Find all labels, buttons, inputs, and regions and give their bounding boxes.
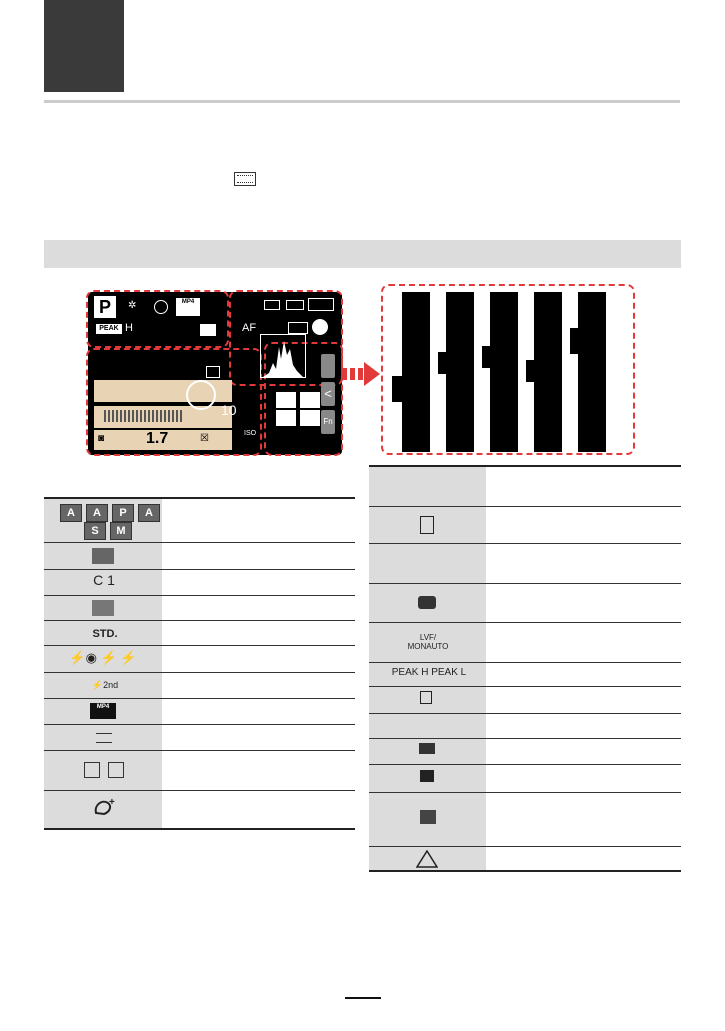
row-divider (369, 583, 681, 584)
chapter-tab (44, 0, 124, 92)
tab-strip-wifi (446, 292, 474, 452)
tab-handle-5[interactable] (570, 328, 580, 354)
stabilizer-icon (154, 300, 168, 314)
right-table-bottom (369, 870, 681, 872)
timer-seconds: 10 (221, 402, 237, 418)
row-divider (44, 595, 355, 596)
stamp-icon (420, 770, 434, 782)
flash-2nd-icon: ⚡2nd (91, 680, 119, 690)
header-rule (44, 100, 680, 103)
picture-size-icon-1 (84, 762, 100, 778)
touch-zoom-button[interactable] (300, 392, 320, 408)
iso-label: ISO (244, 430, 257, 437)
af-icon: AF (242, 322, 257, 334)
camera-screen (88, 292, 342, 455)
row-divider (369, 713, 681, 714)
mp4-fhd-icon: MP4 (90, 703, 116, 719)
row-divider (369, 622, 681, 623)
rec-dot-icon (312, 319, 328, 335)
tab-strip-zoom (402, 292, 430, 452)
arrow-icon (342, 362, 382, 386)
mode-icons (58, 503, 162, 522)
touch-tab-arrow[interactable]: < (321, 382, 335, 406)
tab-handle-4[interactable] (526, 360, 536, 382)
row-divider (44, 672, 355, 673)
row-divider (44, 645, 355, 646)
audio-level (104, 410, 182, 422)
intelligent-auto-icon: A (60, 504, 82, 522)
touch-exposure-button[interactable] (300, 410, 320, 426)
tab-handle[interactable] (392, 376, 404, 402)
svg-text:+: + (109, 797, 115, 808)
row-divider (369, 686, 681, 687)
row-divider (44, 698, 355, 699)
mode-icons-2 (82, 521, 134, 540)
card-photo-icon (200, 324, 216, 336)
tab-handle-2[interactable] (438, 352, 448, 374)
warning-icon (416, 850, 438, 868)
custom-mode-icon: C 1 (93, 572, 115, 588)
mode-m-label: M (110, 522, 132, 540)
tab-strip-creative (490, 292, 518, 452)
af-area-icon (206, 366, 220, 378)
histogram (260, 334, 306, 378)
tab-strip-movie (578, 292, 606, 452)
page-number-rule (345, 997, 381, 999)
mp4-icon: MP4 (176, 298, 200, 316)
section-bar (44, 240, 681, 268)
row-divider (369, 662, 681, 663)
lvf-mon-icon: LVF/ MONAUTO (407, 633, 449, 651)
photo-style-icon: STD. (92, 628, 118, 640)
flash-2nd-label: 2nd (103, 680, 119, 690)
row-divider (369, 738, 681, 739)
row-divider (44, 790, 355, 791)
overlay-icon (419, 743, 435, 754)
picture-size-icon-2 (108, 762, 124, 778)
mode-a-label: A (138, 504, 160, 522)
overlay-icon (286, 300, 304, 310)
row-divider (44, 569, 355, 570)
camera-icon (418, 596, 436, 609)
touch-tab-creative[interactable] (321, 354, 335, 378)
peak-level: H (125, 322, 133, 334)
row-divider (44, 724, 355, 725)
movie-photo-icon (420, 810, 436, 824)
row-divider (44, 542, 355, 543)
card-icon (420, 516, 434, 534)
creative-control-icon (92, 795, 118, 821)
touch-af-button[interactable] (276, 392, 296, 408)
flash-modes-icon: ⚡◉ ⚡ ⚡ (69, 650, 137, 665)
row-divider (44, 620, 355, 621)
self-timer-icon (186, 380, 216, 410)
film-icon (234, 172, 256, 186)
row-divider (44, 750, 355, 751)
exposure-comp-icon: ☒ (200, 433, 209, 444)
card-icon (264, 300, 280, 310)
stabilizer-camera-icon (288, 322, 308, 334)
row-divider (369, 764, 681, 765)
battery-icon (308, 298, 334, 311)
movie-icon (92, 548, 114, 564)
row-divider (369, 543, 681, 544)
tab-strip-effects (534, 292, 562, 452)
mode-p-label: P (112, 504, 134, 522)
camera-small-icon: ◙ (98, 433, 105, 444)
touch-tab-fn[interactable]: Fn (321, 410, 335, 434)
mode-s-label: S (84, 522, 106, 540)
mode-p-icon: P (94, 296, 116, 318)
row-divider (369, 792, 681, 793)
aperture-value: 1.7 (146, 430, 169, 447)
intelligent-auto-plus-icon: A (86, 504, 108, 522)
aspect-icon (96, 733, 112, 743)
peak-icons: PEAK H PEAK L (391, 667, 467, 678)
peak-icon: PEAK (96, 324, 122, 334)
touch-shutter-button[interactable] (276, 410, 296, 426)
curve-icon (420, 691, 432, 704)
quality-icon: ✲ (128, 300, 137, 311)
row-divider (369, 506, 681, 507)
scene-icon (92, 600, 114, 616)
left-table-bottom (44, 828, 355, 830)
tab-handle-3[interactable] (482, 346, 492, 368)
row-divider (369, 846, 681, 847)
